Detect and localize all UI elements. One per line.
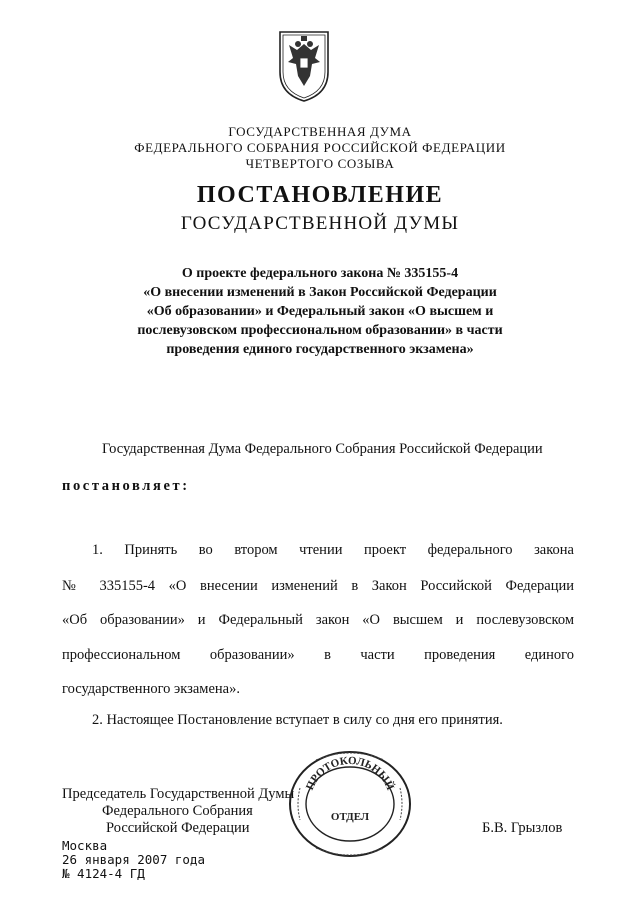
item2-text: 2. Настоящее Постановление вступает в силу со дня его принятия.	[92, 712, 503, 728]
item1-line-3: «Об образовании» и Федеральный закон «О высшем и послевузовском	[62, 612, 574, 628]
resolves-text: постановляет:	[62, 478, 190, 494]
coat-of-arms-icon	[276, 28, 332, 104]
item1-line-1: 1. Принять во втором чтении проект федерального закона	[92, 542, 574, 558]
subject-line-1: О проекте федерального закона № 335155-4	[181, 266, 459, 281]
header-line-3: ЧЕТВЕРТОГО СОЗЫВА	[245, 156, 395, 171]
signatory-position-1: Председатель Государственной Думы	[62, 786, 295, 802]
intro-text: Государственная Дума Федерального Собрания Российской Федерации	[102, 441, 543, 457]
document-title: ПОСТАНОВЛЕНИЕ	[196, 182, 444, 208]
stamp-arc-text: ПРОТОКОЛЬНЫЙ	[303, 754, 397, 793]
document-subtitle: ГОСУДАРСТВЕННОЙ ДУМЫ	[180, 213, 460, 234]
stamp-center-text: ОТДЕЛ	[330, 811, 370, 823]
subject-line-5: проведения единого государственного экзамена»	[166, 342, 474, 357]
signatory-name: Б.В. Грызлов	[482, 820, 563, 836]
subject-line-2: «О внесении изменений в Закон Российской Федерации	[143, 285, 497, 300]
header-line-1: ГОСУДАРСТВЕННАЯ ДУМА	[228, 124, 412, 139]
item1-line-2: № 335155-4 «О внесении изменений в Закон Российской Федерации	[62, 578, 574, 594]
footer-city: Москва	[62, 838, 108, 853]
signatory-position-3: Российской Федерации	[106, 820, 250, 836]
footer-date: 26 января 2007 года	[62, 852, 205, 867]
protocol-stamp	[286, 748, 414, 860]
item1-line-4: профессиональном образовании» в части проведения единого	[62, 647, 574, 663]
footer-number: № 4124-4 ГД	[62, 866, 145, 881]
header-line-2: ФЕДЕРАЛЬНОГО СОБРАНИЯ РОССИЙСКОЙ ФЕДЕРАЦИИ	[134, 140, 506, 155]
subject-line-3: «Об образовании» и Федеральный закон «О высшем и	[146, 304, 494, 319]
subject-line-4: послевузовском профессиональном образовании» в части	[137, 323, 503, 338]
item1-line-5: государственного экзамена».	[62, 681, 240, 697]
signatory-position-2: Федерального Собрания	[102, 803, 253, 819]
